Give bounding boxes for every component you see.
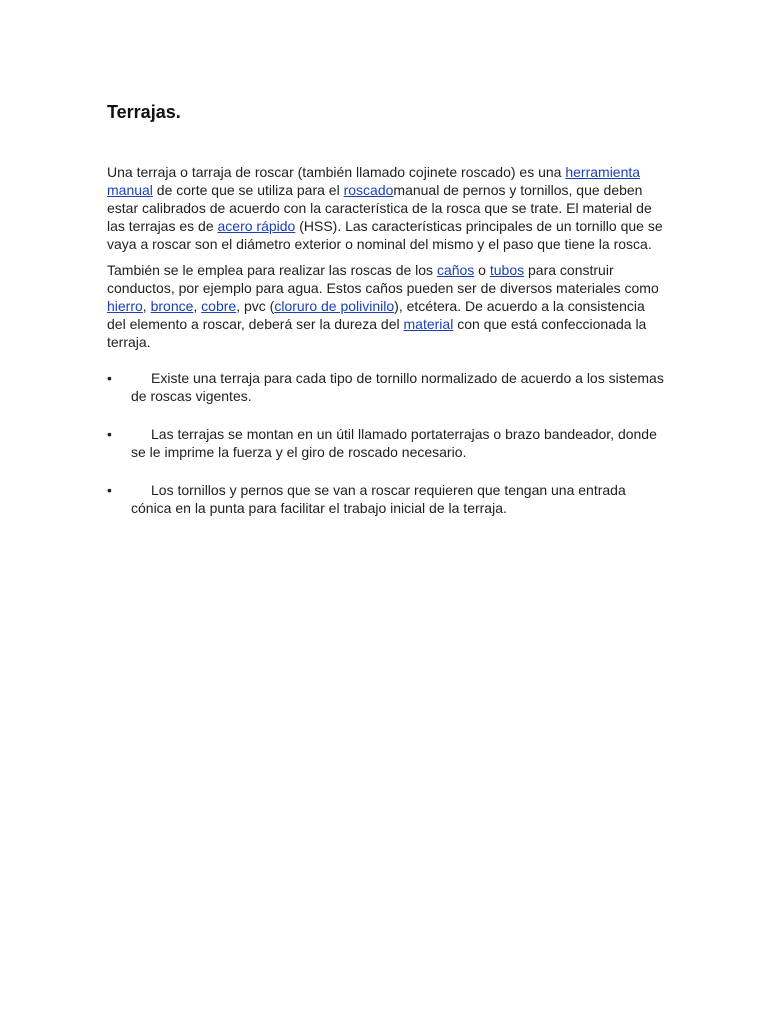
link-cloruro-de-polivinilo[interactable]: cloruro de polivinilo — [274, 298, 395, 314]
document-page — [107, 100, 667, 537]
list-item-text: Las terrajas se montan en un útil llamado portaterrajas o brazo bandeador, donde se le imprime la fuerza y el giro de roscado necesario. — [131, 426, 657, 460]
paragraph-intro — [107, 163, 667, 253]
text-segment: manual de pernos y tornillos, que deben estar calibrados de acuerdo con la característica de la rosca que se trate. El material de las terrajas es de — [107, 182, 652, 234]
text-segment: También se le emplea para realizar las roscas de los — [107, 262, 437, 278]
text-segment: de corte que se utiliza para el — [152, 182, 344, 198]
link-canos[interactable]: caños — [436, 262, 475, 278]
link-material[interactable]: material — [403, 316, 454, 332]
link-herramienta-manual[interactable]: herramienta manual — [107, 164, 641, 198]
bullet-icon: • — [107, 482, 112, 498]
bullet-icon: • — [107, 370, 112, 386]
document-title: Terrajas. — [107, 102, 181, 122]
text-segment: , — [193, 298, 202, 314]
text-segment: con que está confeccionada la terraja. — [107, 316, 647, 350]
list-item — [107, 369, 667, 405]
link-cobre[interactable]: cobre — [201, 298, 237, 314]
link-acero-rapido[interactable]: acero rápido — [217, 218, 296, 234]
link-hierro[interactable]: hierro — [107, 298, 143, 314]
text-segment: para construir conductos, por ejemplo para agua. Estos caños pueden ser de diversos materiales como — [107, 262, 659, 296]
text-segment: o — [474, 262, 490, 278]
list-item — [107, 425, 667, 461]
text-segment: (HSS). Las características principales de un tornillo que se vaya a roscar son el diámetro exterior o nominal del mismo y el paso que tiene la rosca. — [107, 218, 663, 252]
link-roscado[interactable]: roscado — [343, 182, 394, 198]
bullet-list — [107, 369, 667, 517]
text-segment: ), etcétera. De acuerdo a la consistencia del elemento a roscar, deberá ser la dureza del — [107, 298, 645, 332]
link-tubos[interactable]: tubos — [489, 262, 525, 278]
text-segment: , — [142, 298, 151, 314]
list-item-text: Los tornillos y pernos que se van a roscar requieren que tengan una entrada cónica en la punta para facilitar el trabajo inicial de la terraja. — [131, 482, 626, 516]
text-segment: , pvc ( — [236, 298, 275, 314]
text-segment: Una terraja o tarraja de roscar (también llamado cojinete roscado) es una — [107, 164, 566, 180]
paragraph-uses — [107, 261, 667, 351]
list-item — [107, 481, 667, 517]
bullet-icon: • — [107, 426, 112, 442]
list-item-text: Existe una terraja para cada tipo de tornillo normalizado de acuerdo a los sistemas de roscas vigentes. — [131, 370, 664, 404]
link-bronce[interactable]: bronce — [150, 298, 194, 314]
